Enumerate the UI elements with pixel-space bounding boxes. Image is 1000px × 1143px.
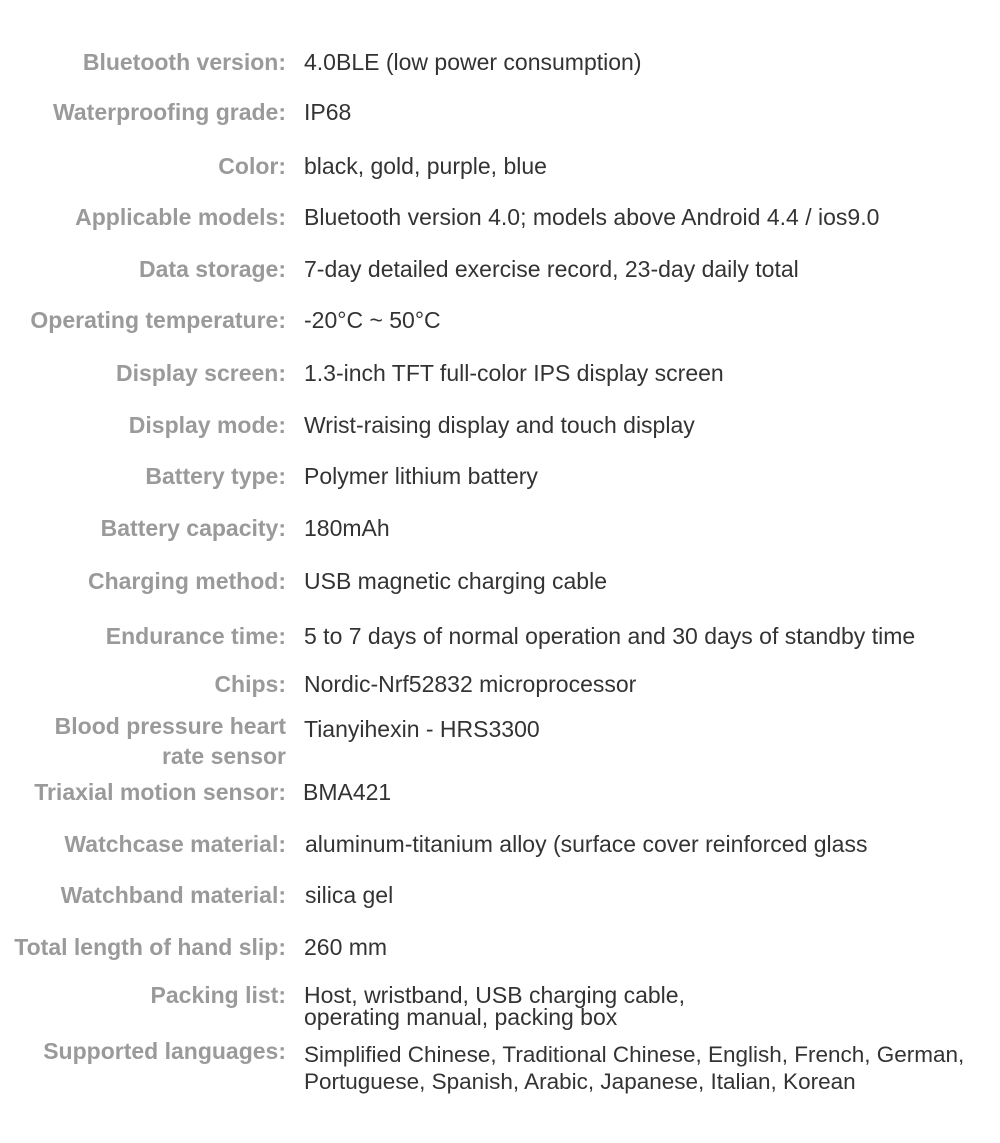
spec-value: 5 to 7 days of normal operation and 30 days of standby time <box>304 623 916 649</box>
spec-label: Display screen: <box>115 360 286 386</box>
spec-value-line: Host, wristband, USB charging cable, <box>304 982 685 1008</box>
spec-value-line: operating manual, packing box <box>304 1004 618 1030</box>
spec-value: black, gold, purple, blue <box>304 153 547 179</box>
spec-value: 4.0BLE (low power consumption) <box>304 49 642 75</box>
spec-value: Tianyihexin - HRS3300 <box>304 716 540 742</box>
spec-value: Bluetooth version 4.0; models above Android 4.4 / ios9.0 <box>304 204 880 230</box>
spec-label: Applicable models: <box>75 204 286 230</box>
spec-label: Supported languages: <box>43 1038 286 1064</box>
spec-value <box>304 1042 1000 1094</box>
spec-value: USB magnetic charging cable <box>304 568 607 594</box>
spec-label: Endurance time: <box>105 623 286 649</box>
spec-value: Nordic-Nrf52832 microprocessor <box>304 671 637 697</box>
spec-value-line: Simplified Chinese, Traditional Chinese, English, French, German, <box>304 1042 965 1067</box>
spec-label: Color: <box>218 153 286 179</box>
spec-value: Wrist-raising display and touch display <box>304 412 695 438</box>
spec-value: IP68 <box>304 99 352 125</box>
spec-label: Waterproofing grade: <box>53 99 286 125</box>
spec-value: BMA421 <box>303 779 392 805</box>
spec-label: Operating temperature: <box>30 307 286 333</box>
spec-value: Polymer lithium battery <box>304 463 538 489</box>
spec-value-line: Portuguese, Spanish, Arabic, Japanese, Italian, Korean <box>304 1069 856 1094</box>
spec-label: Chips: <box>214 671 286 697</box>
spec-value: 1.3-inch TFT full-color IPS display screen <box>304 360 724 386</box>
spec-label: Battery capacity: <box>100 515 286 541</box>
spec-label: Battery type: <box>145 463 286 489</box>
spec-label: Display mode: <box>128 412 286 438</box>
spec-value: aluminum-titanium alloy (surface cover reinforced glass <box>305 831 868 857</box>
spec-value: -20°C ~ 50°C <box>304 307 441 333</box>
spec-value: 260 mm <box>304 934 388 960</box>
spec-label: Data storage: <box>139 256 286 282</box>
spec-label: Watchcase material: <box>64 831 286 857</box>
spec-value: 180mAh <box>304 515 390 541</box>
spec-label: Blood pressure heart rate sensor <box>54 713 286 769</box>
spec-value <box>304 983 1000 1030</box>
spec-label: Charging method: <box>87 568 286 594</box>
spec-value: silica gel <box>305 882 394 908</box>
spec-value: 7-day detailed exercise record, 23-day daily total <box>304 256 799 282</box>
spec-label: Bluetooth version: <box>82 49 286 75</box>
spec-label: Total length of hand slip: <box>14 934 286 960</box>
spec-label: Triaxial motion sensor: <box>34 779 286 805</box>
spec-label: Packing list: <box>150 982 286 1008</box>
spec-label: Watchband material: <box>60 882 286 908</box>
